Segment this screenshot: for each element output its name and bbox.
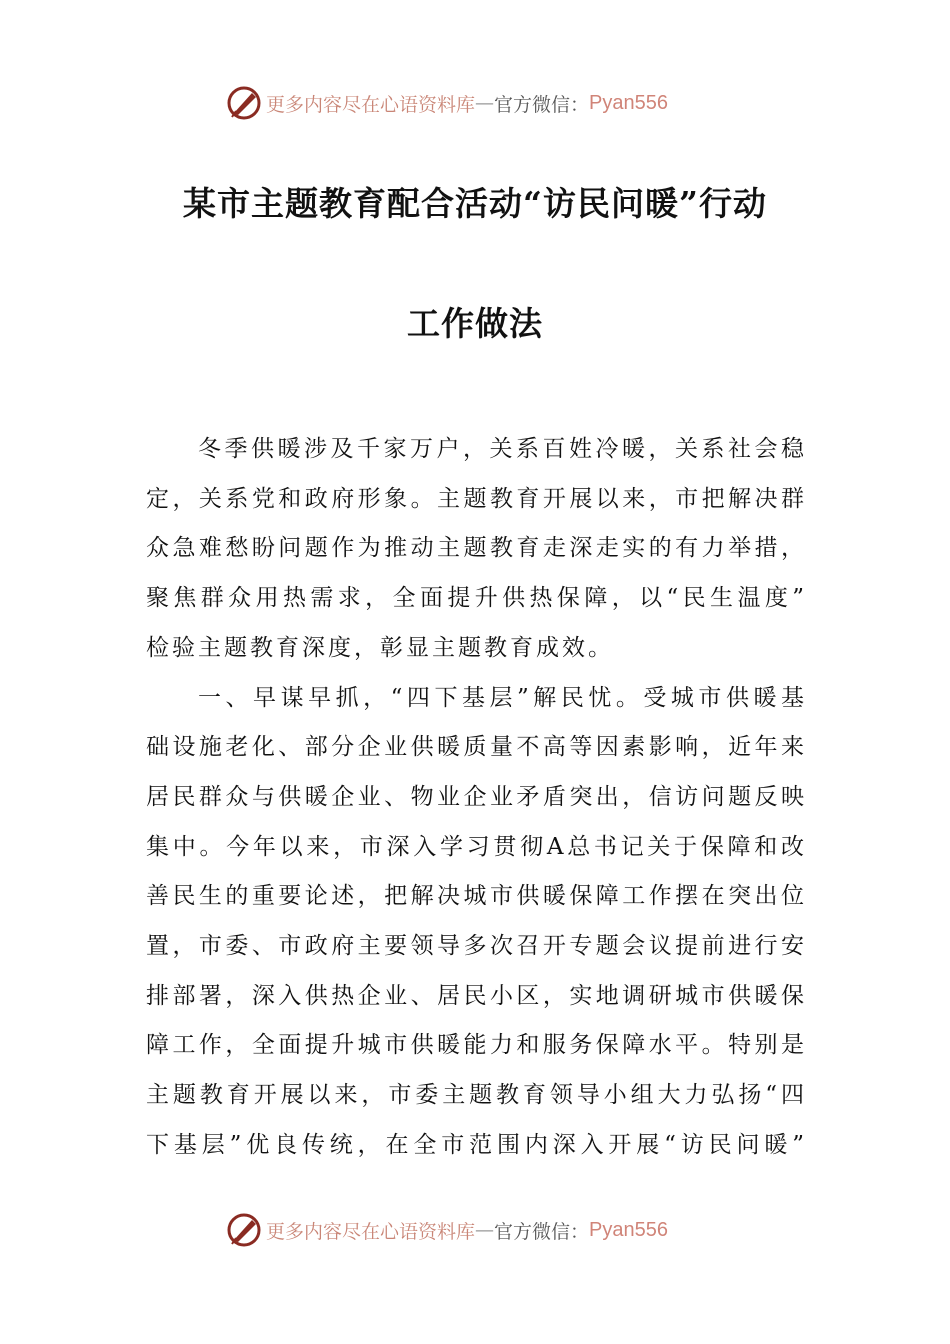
pen-logo-icon	[226, 1212, 262, 1248]
watermark-dash: —	[475, 92, 495, 114]
body-text-line: 础设施老化、部分企业供暖质量不高等因素影响，近年来	[146, 734, 804, 761]
body-text-line: 冬季供暖涉及千家万户，关系百姓冷暖，关系社会稳	[198, 436, 804, 462]
watermark-footer	[226, 1210, 668, 1250]
pen-logo-icon	[226, 85, 262, 121]
body-text-line: 下基层”优良传统，在全市范围内深入开展“访民问暖”	[146, 1131, 804, 1158]
body-text-line: 聚焦群众用热需求，全面提升供热保障，以“民生温度”	[146, 585, 804, 612]
body-text-line: 集中。今年以来，市深入学习贯彻A总书记关于保障和改	[146, 833, 804, 860]
body-text-line: 主题教育开展以来，市委主题教育领导小组大力弘扬“四	[146, 1082, 804, 1109]
watermark-header	[226, 83, 668, 123]
body-text-line: 排部署，深入供热企业、居民小区，实地调研城市供暖保	[146, 982, 804, 1009]
body-text-line: 众急难愁盼问题作为推动主题教育走深走实的有力举措，	[146, 535, 804, 562]
watermark-wechat-id: Pyan556	[589, 91, 668, 114]
document-title-line2: 工作做法	[407, 304, 543, 343]
watermark-wechat-label: 官方微信：	[494, 1220, 590, 1243]
body-text-line: 善民生的重要论述，把解决城市供暖保障工作摆在突出位	[146, 883, 804, 910]
body-text-line: 一、早谋早抓，“四下基层”解民忧。受城市供暖基	[198, 684, 804, 711]
body-text-line: 障工作，全面提升城市供暖能力和服务保障水平。特别是	[146, 1032, 804, 1059]
watermark-text: 更多内容尽在心语资料库	[266, 1220, 476, 1243]
watermark-dash: —	[475, 1219, 495, 1241]
body-text-line: 检验主题教育深度，彰显主题教育成效。	[146, 634, 614, 661]
watermark-text: 更多内容尽在心语资料库	[266, 93, 476, 116]
body-text-line: 定，关系党和政府形象。主题教育开展以来，市把解决群	[146, 485, 804, 512]
body-text-line: 居民群众与供暖企业、物业企业矛盾突出，信访问题反映	[146, 783, 804, 810]
body-text-line: 置，市委、市政府主要领导多次召开专题会议提前进行安	[146, 933, 804, 959]
watermark-wechat-label: 官方微信：	[494, 93, 590, 116]
document-title-line1: 某市主题教育配合活动“访民问暖”行动	[183, 184, 767, 223]
watermark-wechat-id: Pyan556	[589, 1218, 668, 1241]
